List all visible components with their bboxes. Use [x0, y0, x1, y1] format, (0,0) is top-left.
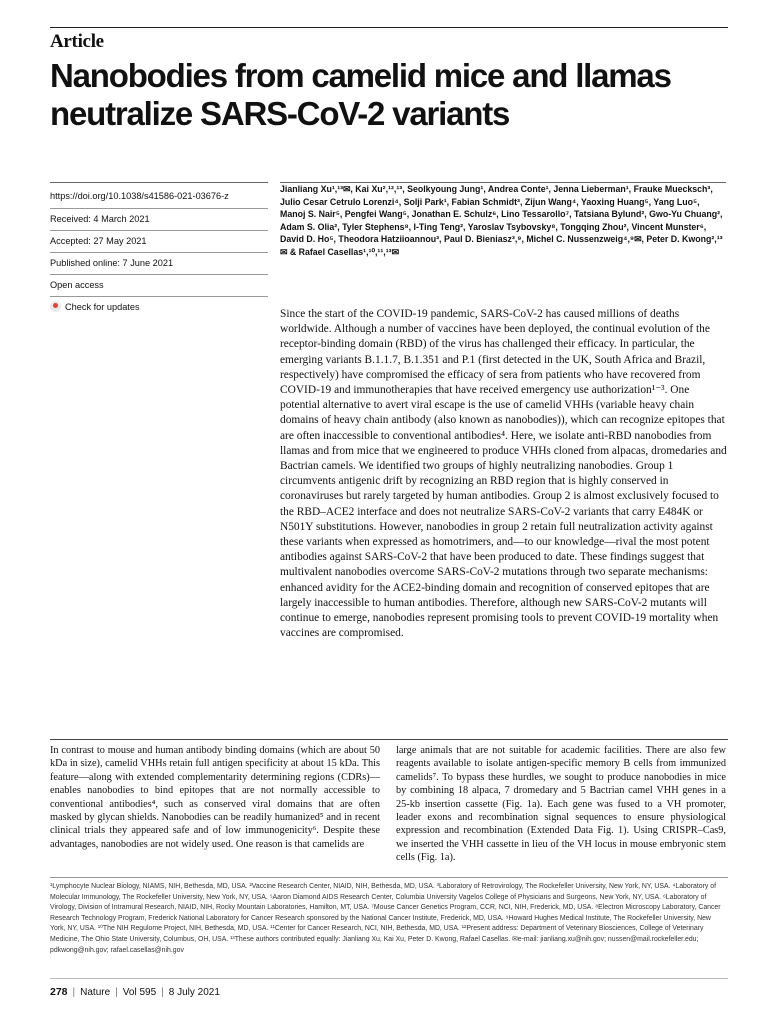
- published-date: Published online: 7 June 2021: [50, 252, 268, 274]
- affiliations-footnote: ¹Lymphocyte Nuclear Biology, NIAMS, NIH, Bethesda, MD, USA. ²Vaccine Research Center, NIAID, NIH, Bethesda, MD, USA. ³Laboratory of Retrovirology, The Rockefeller University, New York, NY, USA. ⁴Laboratory of Molecular Immunology, The Rockefeller University, New York, NY, USA. ⁵Aaron Diamond AIDS Research Center, Columbia University Vagelos College of Physicians and Surgeons, New York, NY, USA. ⁶Laboratory of Virology, Division of Intramural Research, NIAID, NIH, Rocky Mountain Laboratories, Hamilton, MT, USA. ⁷Mouse Cancer Genetics Program, CCR, NCI, NIH, Frederick, MD, USA. ⁸Electron Microscopy Laboratory, Cancer Research Technology Program, Frederick National Laboratory for Cancer Research sponsored by the National Cancer Institute, Frederick, MD, USA. ⁹Howard Hughes Medical Institute, The Rockefeller University, New York, NY, USA. ¹⁰The NIH Regulome Project, NIH, Bethesda, MD, USA. ¹¹Center for Cancer Research, NCI, NIH, Bethesda, MD, USA. ¹²Present address: Department of Veterinary Biosciences, College of Veterinary Medicine, The Ohio State University, Columbus, OH, USA. ¹³These authors contributed equally: Jianliang Xu, Kai Xu, Peter D. Kwong, Rafael Casellas. ✉e-mail: jianliang.xu@nih.gov; nussen@mail.rockefeller.edu; pdkwong@nih.gov; rafael.casellas@nih.gov: [50, 883, 721, 954]
- article-title: Nanobodies from camelid mice and llamas neutralize SARS-CoV-2 variants: [50, 57, 671, 132]
- footer-rule: [50, 978, 728, 979]
- body-column-right: large animals that are not suitable for academic facilities. There are also few reagents available to isolate antigen-specific memory B cells from immunized camelids⁷. To bypass these hurdles, we sought to produce nanobodies in mice by combining 18 alpaca, 7 dromedary and 5 Bactrian camel VHH genes in a 25-kb insertion cassette (Fig. 1a). Each gene was fused to a VH promoter, leader exons and recombination signal sequences to ensure physiological expression and recombination (Extended Data Fig. 1). Using CRISPR–Cas9, we inserted the VHH cassette in lieu of the VH locus in mouse embryonic stem cells (Fig. 1a).: [396, 745, 726, 864]
- check-updates-button[interactable]: Check for updates: [50, 296, 268, 318]
- doi-link[interactable]: https://doi.org/10.1038/s41586-021-03676-z: [50, 191, 229, 201]
- footnote-rule: [50, 877, 728, 878]
- journal-name: Nature: [80, 987, 111, 998]
- received-date: Received: 4 March 2021: [50, 208, 268, 230]
- meta-rule: [50, 182, 268, 183]
- page-footer: 278 | Nature | Vol 595 | 8 July 2021: [50, 986, 220, 998]
- open-access: Open access: [50, 274, 268, 296]
- issue-date: 8 July 2021: [168, 987, 220, 998]
- authors-rule: [280, 182, 726, 183]
- section-label: Article: [50, 31, 104, 52]
- body-column-left: In contrast to mouse and human antibody binding domains (which are about 50 kDa in size), camelid VHHs retain full antigen specificity at about 15 kDa. This feature—along with extended complementarity determining regions (CDRs)—enables nanobodies to bind epitopes that are not normally accessible to conventional antibodies⁴, such as conserved viral domains that are often masked by glycan shields. Nanobodies can be readily humanized⁵ and in recent clinical trials they appeared safe and of low immunogenicity⁶. Despite these advantages, nanobodies are not widely used. One reason is that camelids are: [50, 745, 380, 850]
- page-number: 278: [50, 986, 68, 998]
- check-updates-icon: [50, 301, 61, 312]
- volume: Vol 595: [122, 987, 157, 998]
- top-rule: [50, 27, 728, 28]
- body-rule: [50, 739, 728, 740]
- article-meta: [50, 186, 268, 318]
- abstract: Since the start of the COVID-19 pandemic, SARS-CoV-2 has caused millions of deaths worldwide. Although a number of vaccines have been deployed, the continual evolution of the receptor-binding domain (RBD) of the virus has challenged their efficacy. In particular, the emerging variants B.1.1.7, B.1.351 and P.1 (first detected in the UK, South Africa and Brazil, respectively) have compromised the efficacy of sera from patients who have recovered from COVID-19 and immunotherapies that have received emergency use authorization¹⁻³. One potential alternative to avert viral escape is the use of camelid VHHs (variable heavy chain domains of heavy chain antibody (also known as nanobodies)), which can recognize epitopes that are often inaccessible to conventional antibodies⁴. Here, we isolate anti-RBD nanobodies from llamas and from mice that we engineered to produce VHHs cloned from alpacas, dromedaries and Bactrian camels. We identified two groups of highly neutralizing nanobodies. Group 1 circumvents antigenic drift by recognizing an RBD region that is highly conserved in coronaviruses but rarely targeted by human antibodies. Group 2 is almost exclusively focused to the RBD–ACE2 interface and does not neutralize SARS-CoV-2 variants that carry E484K or N501Y substitutions. However, nanobodies in group 2 retain full neutralization activity against these variants when expressed as homotrimers, and—to our knowledge—rival the most potent antibodies against SARS-CoV-2 that have been produced to date. These findings suggest that multivalent nanobodies overcome SARS-CoV-2 mutations through two separate mechanisms: enhanced avidity for the ACE2-binding domain and recognition of conserved epitopes that are largely inaccessible to human antibodies. Therefore, although new SARS-CoV-2 mutants will continue to emerge, nanobodies represent promising tools to prevent COVID-19 mortality when vaccines are compromised.: [280, 308, 727, 640]
- author-list: Jianliang Xu¹,¹³✉, Kai Xu²,¹²,¹³, Seolkyoung Jung¹, Andrea Conte¹, Jenna Lieberman¹, Frauke Muecksch³, Julio Cesar Cetrulo Lorenzi⁴, Solji Park¹, Fabian Schmidt³, Zijun Wang⁴, Yaoxing Huang⁵, Yang Luo⁵, Manoj S. Nair⁵, Pengfei Wang⁵, Jonathan E. Schulz⁶, Lino Tessarollo⁷, Tatsiana Bylund², Gwo-Yu Chuang², Adam S. Olia², Tyler Stephens⁸, I-Ting Teng², Yaroslav Tsybovsky⁸, Tongqing Zhou², Vincent Munster⁶, David D. Ho⁵, Theodora Hatziioannou³, Paul D. Bieniasz³,⁹, Michel C. Nussenzweig⁴,⁹✉, Peter D. Kwong²,¹³✉ & Rafael Casellas¹,¹⁰,¹¹,¹³✉: [280, 184, 723, 257]
- accepted-date: Accepted: 27 May 2021: [50, 230, 268, 252]
